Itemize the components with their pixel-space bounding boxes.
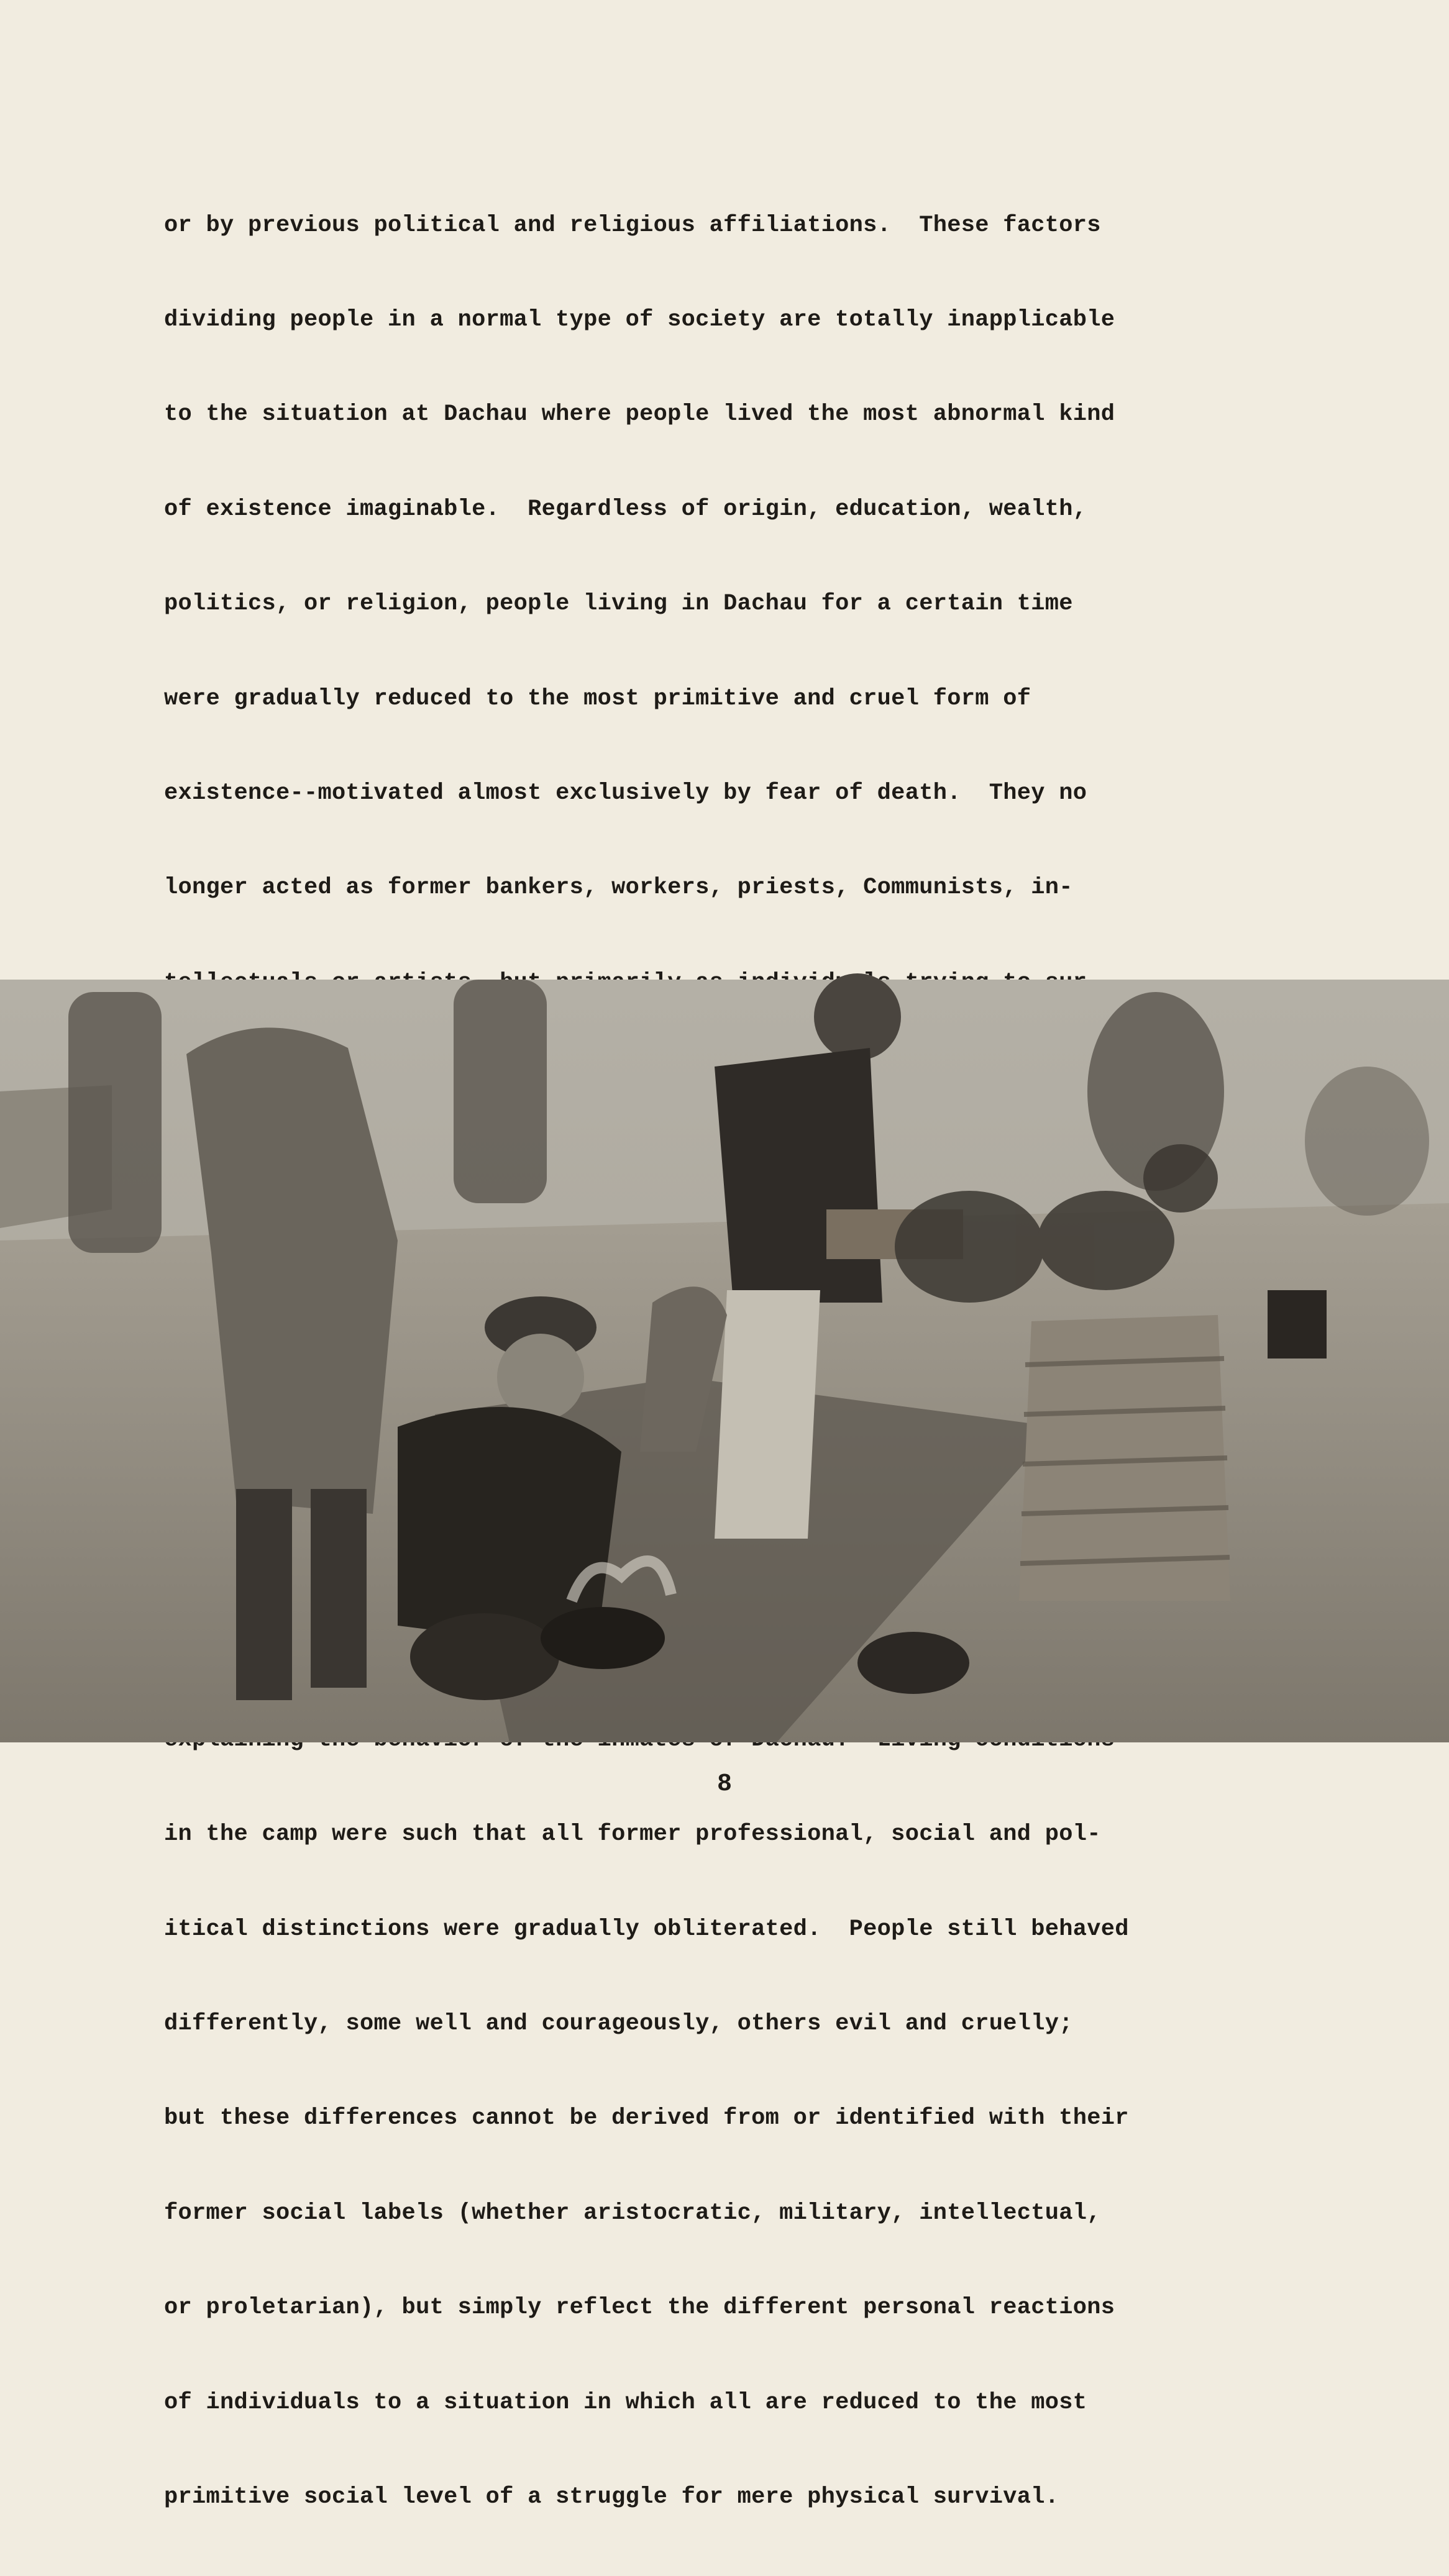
text-line: were gradually reduced to the most primitive and cruel form of: [164, 685, 1031, 712]
text-line: of individuals to a situation in which all are reduced to the most: [164, 2389, 1087, 2416]
text-line: politics, or religion, people living in Dachau for a certain time: [164, 591, 1073, 617]
cooking-pot: [541, 1607, 665, 1669]
photograph-illustration: [0, 980, 1449, 1742]
text-line: primitive social level of a struggle for mere physical survival.: [164, 2483, 1059, 2510]
text-line: itical distinctions were gradually obliterated. People still behaved: [164, 1916, 1129, 1942]
text-line: to the situation at Dachau where people lived the most abnormal kind: [164, 401, 1115, 428]
text-line: differently, some well and courageously, others evil and cruelly;: [164, 2011, 1073, 2037]
page-number: 8: [716, 1770, 732, 1798]
text-line: existence--motivated almost exclusively by fear of death. They no: [164, 780, 1087, 806]
bowl: [857, 1632, 969, 1694]
tin-can: [1268, 1290, 1327, 1359]
text-line: or proletarian), but simply reflect the different personal reactions: [164, 2295, 1115, 2321]
text-line: longer acted as former bankers, workers, priests, Communists, in-: [164, 875, 1073, 901]
text-line: former social labels (whether aristocratic, military, intellectual,: [164, 2200, 1101, 2226]
photograph-prisoners-cooking: [0, 980, 1449, 1742]
text-line: dividing people in a normal type of society are totally inapplicable: [164, 306, 1115, 333]
wicker-basket: [1019, 1315, 1230, 1601]
text-line: in the camp were such that all former professional, social and pol-: [164, 1821, 1101, 1848]
text-line: or by previous political and religious affiliations. These factors: [164, 212, 1101, 239]
text-line: of existence imaginable. Regardless of origin, education, wealth,: [164, 496, 1087, 522]
text-line: but these differences cannot be derived from or identified with their: [164, 2105, 1129, 2132]
